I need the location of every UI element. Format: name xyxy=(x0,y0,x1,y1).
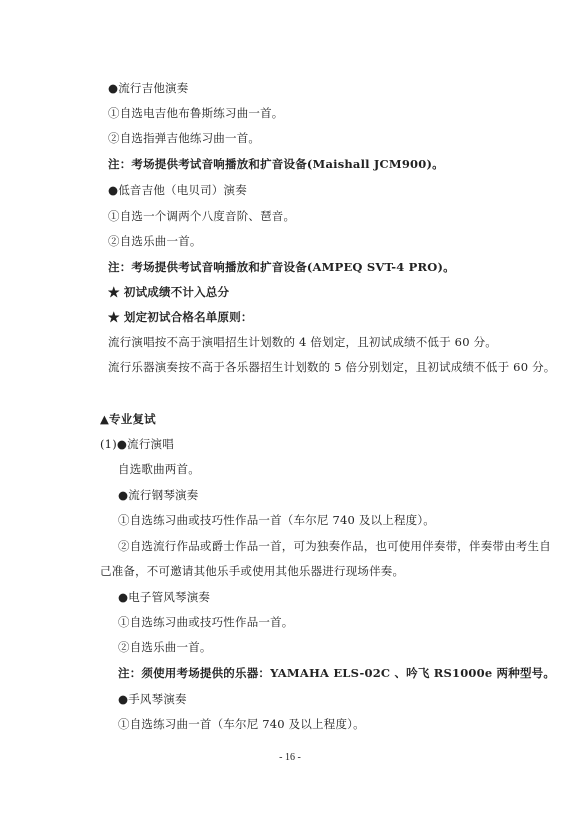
item-pop-guitar-2: ②自选指弹吉他练习曲一首。 xyxy=(108,131,261,145)
item-pop-piano-1: ①自选练习曲或技巧性作品一首（车尔尼 740 及以上程度）。 xyxy=(118,513,436,527)
item-pop-singing-1: 自选歌曲两首。 xyxy=(118,462,200,476)
item-electronic-organ-2: ②自选乐曲一首。 xyxy=(118,640,212,654)
heading-pop-singing: (1)●流行演唱 xyxy=(100,437,174,451)
heading-pass-principle: ★ 划定初试合格名单原则： xyxy=(108,310,253,324)
item-pop-piano-2: ②自选流行作品或爵士作品一首，可为独奏作品，也可使用伴奏带，伴奏带由考生自 xyxy=(118,539,551,553)
note-pop-guitar: 注：考场提供考试音响播放和扩音设备(Maishall JCM900)。 xyxy=(108,157,444,171)
heading-retest: ▲专业复试 xyxy=(100,412,156,426)
heading-bass-guitar: ●低音吉他（电贝司）演奏 xyxy=(108,183,247,197)
page-number: - 16 - xyxy=(279,752,301,763)
heading-pop-guitar: ●流行吉他演奏 xyxy=(108,81,189,95)
note-bass-guitar: 注：考场提供考试音响播放和扩音设备(AMPEQ SVT-4 PRO)。 xyxy=(108,260,455,274)
item-electronic-organ-1: ①自选练习曲或技巧性作品一首。 xyxy=(118,615,294,629)
note-electronic-organ: 注：须使用考场提供的乐器：YAMAHA ELS-02C 、吟飞 RS1000e 两种型号。 xyxy=(118,666,556,680)
rule-pop-instrument: 流行乐器演奏按不高于各乐器招生计划数的 5 倍分别划定，且初试成绩不低于 60 分。 xyxy=(108,360,556,374)
rule-pop-singing: 流行演唱按不高于演唱招生计划数的 4 倍划定，且初试成绩不低于 60 分。 xyxy=(108,335,497,349)
item-pop-guitar-1: ①自选电吉他布鲁斯练习曲一首。 xyxy=(108,106,284,120)
heading-pop-piano: ●流行钢琴演奏 xyxy=(118,488,199,502)
heading-electronic-organ: ●电子管风琴演奏 xyxy=(118,590,211,604)
item-bass-guitar-1: ①自选一个调两个八度音阶、琶音。 xyxy=(108,209,296,223)
heading-score-rule: ★ 初试成绩不计入总分 xyxy=(108,285,230,299)
heading-accordion: ●手风琴演奏 xyxy=(118,692,187,706)
item-accordion-1: ①自选练习曲一首（车尔尼 740 及以上程度）。 xyxy=(118,717,365,731)
item-pop-piano-2-cont: 己准备，不可邀请其他乐手或使用其他乐器进行现场伴奏。 xyxy=(100,564,405,578)
item-bass-guitar-2: ②自选乐曲一首。 xyxy=(108,234,202,248)
